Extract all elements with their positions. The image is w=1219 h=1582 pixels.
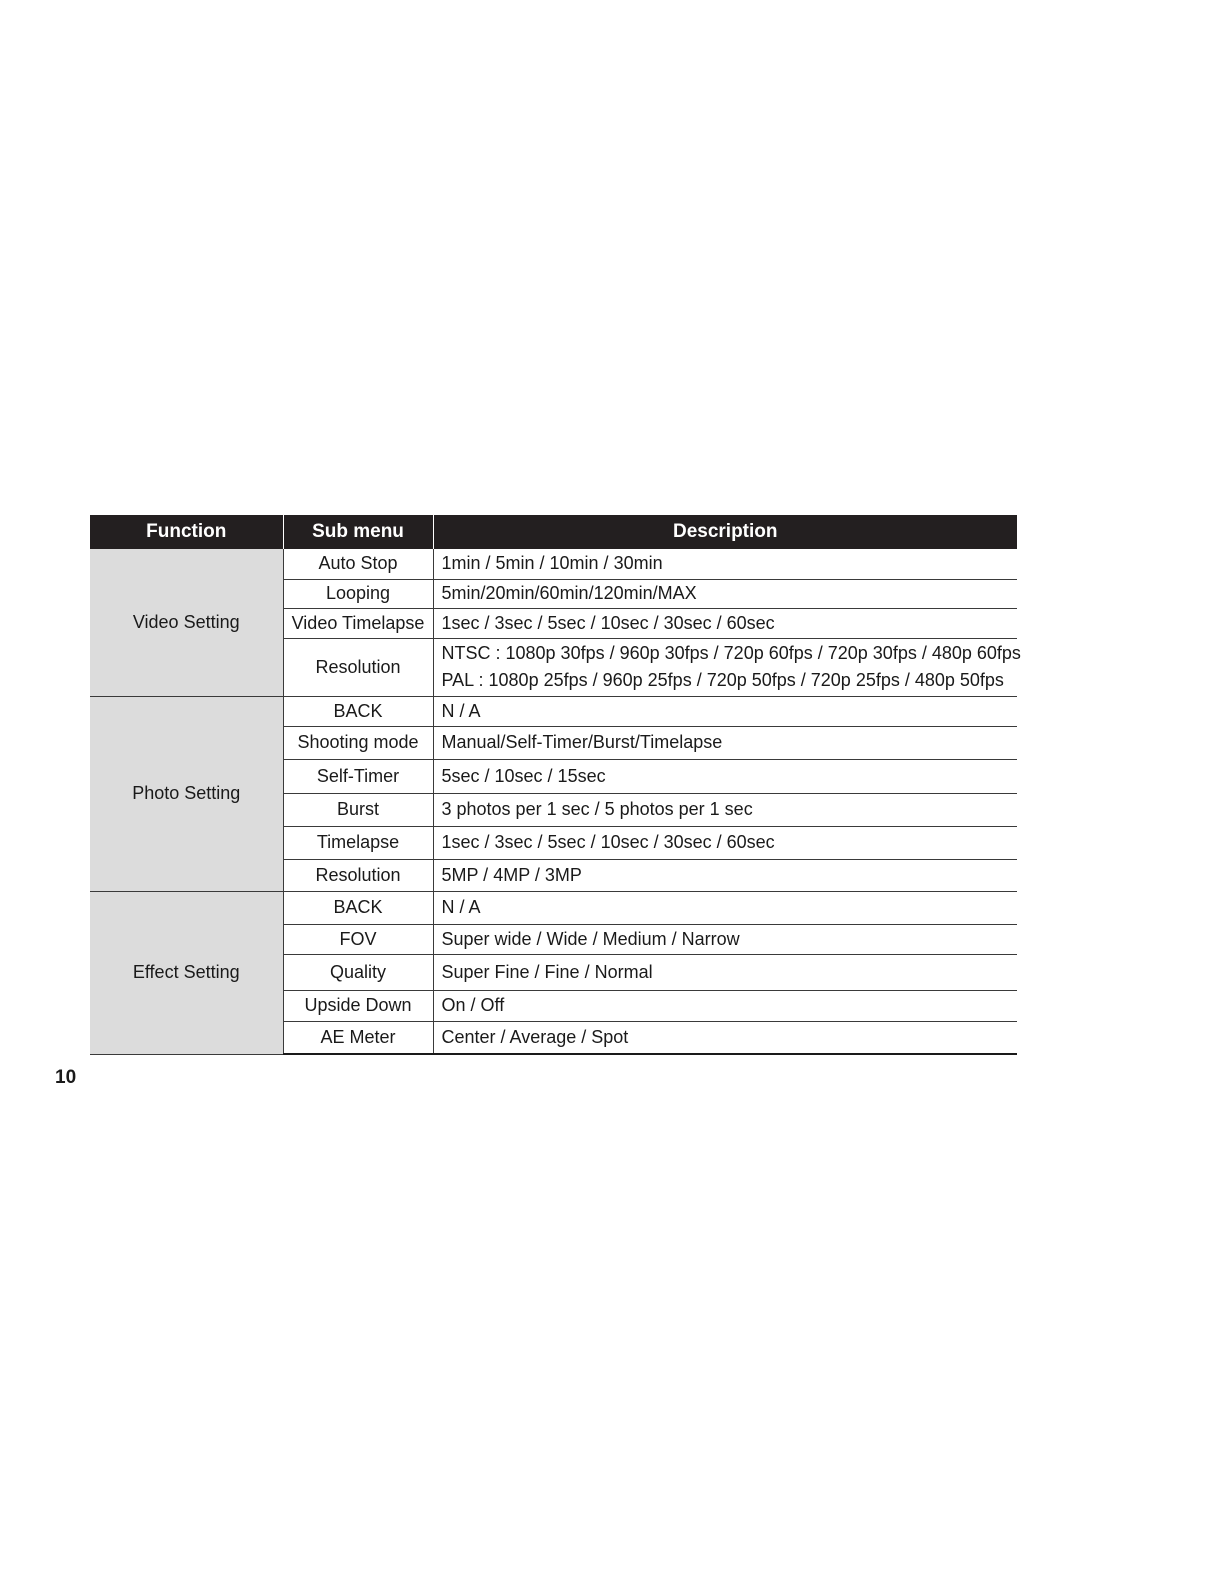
- description-cell: [433, 1021, 1017, 1054]
- page-number: 10: [55, 1067, 77, 1088]
- description-line: NTSC : 1080p 30fps / 960p 30fps / 720p 60fps / 720p 30fps / 480p 60fps: [441, 643, 1021, 663]
- submenu-cell: BACK: [283, 891, 433, 924]
- table-header-row: [90, 515, 1017, 549]
- description-line: N / A: [441, 897, 481, 917]
- description-line: Super Fine / Fine / Normal: [441, 961, 653, 982]
- description-cell: [433, 696, 1017, 726]
- submenu-cell: FOV: [283, 924, 433, 954]
- description-line: 1sec / 3sec / 5sec / 10sec / 30sec / 60sec: [441, 612, 775, 633]
- description-cell: [433, 793, 1017, 826]
- description-cell: [433, 549, 1017, 579]
- description-cell: [433, 826, 1017, 859]
- header-submenu: Sub menu: [283, 515, 433, 549]
- table-body: [90, 549, 1021, 1054]
- submenu-cell: Resolution: [283, 638, 433, 696]
- description-line: Super wide / Wide / Medium / Narrow: [441, 928, 740, 949]
- description-line: Manual/Self-Timer/Burst/Timelapse: [441, 732, 723, 752]
- description-cell: [433, 608, 1017, 638]
- submenu-cell: Shooting mode: [283, 726, 433, 759]
- header-function: Function: [90, 515, 283, 549]
- function-cell: Photo Setting: [90, 696, 283, 891]
- submenu-cell: Burst: [283, 793, 433, 826]
- submenu-cell: Auto Stop: [283, 549, 433, 579]
- description-line: 5min/20min/60min/120min/MAX: [441, 583, 697, 603]
- table-row: [90, 696, 1017, 726]
- submenu-cell: Quality: [283, 954, 433, 990]
- description-line: 1min / 5min / 10min / 30min: [441, 553, 663, 574]
- function-cell: Video Setting: [90, 549, 283, 696]
- submenu-cell: BACK: [283, 696, 433, 726]
- description-line: 1sec / 3sec / 5sec / 10sec / 30sec / 60sec: [441, 832, 775, 852]
- description-cell: [433, 891, 1017, 924]
- description-line: 5MP / 4MP / 3MP: [441, 864, 582, 885]
- description-line: N / A: [441, 700, 481, 721]
- submenu-cell: Upside Down: [283, 990, 433, 1021]
- description-cell: [433, 579, 1017, 608]
- submenu-cell: Timelapse: [283, 826, 433, 859]
- description-line: On / Off: [441, 995, 505, 1015]
- description-line: 3 photos per 1 sec / 5 photos per 1 sec: [441, 799, 753, 819]
- submenu-cell: AE Meter: [283, 1021, 433, 1054]
- description-cell: [433, 759, 1017, 793]
- description-cell: [433, 726, 1017, 759]
- description-line: PAL : 1080p 25fps / 960p 25fps / 720p 50fps / 720p 25fps / 480p 50fps: [441, 670, 1004, 690]
- description-cell: [433, 954, 1017, 990]
- header-description: Description: [433, 515, 1017, 549]
- submenu-cell: Looping: [283, 579, 433, 608]
- submenu-cell: Resolution: [283, 859, 433, 891]
- description-line: 5sec / 10sec / 15sec: [441, 765, 606, 786]
- settings-table: [90, 515, 1021, 1055]
- table-row: [90, 891, 1017, 924]
- description-cell: [433, 924, 1017, 954]
- description-cell: [433, 990, 1017, 1021]
- table-row: [90, 549, 1017, 579]
- submenu-cell: Video Timelapse: [283, 608, 433, 638]
- submenu-cell: Self-Timer: [283, 759, 433, 793]
- description-line: Center / Average / Spot: [441, 1026, 629, 1047]
- description-cell: [433, 859, 1017, 891]
- function-cell: Effect Setting: [90, 891, 283, 1054]
- description-cell: [433, 638, 1021, 696]
